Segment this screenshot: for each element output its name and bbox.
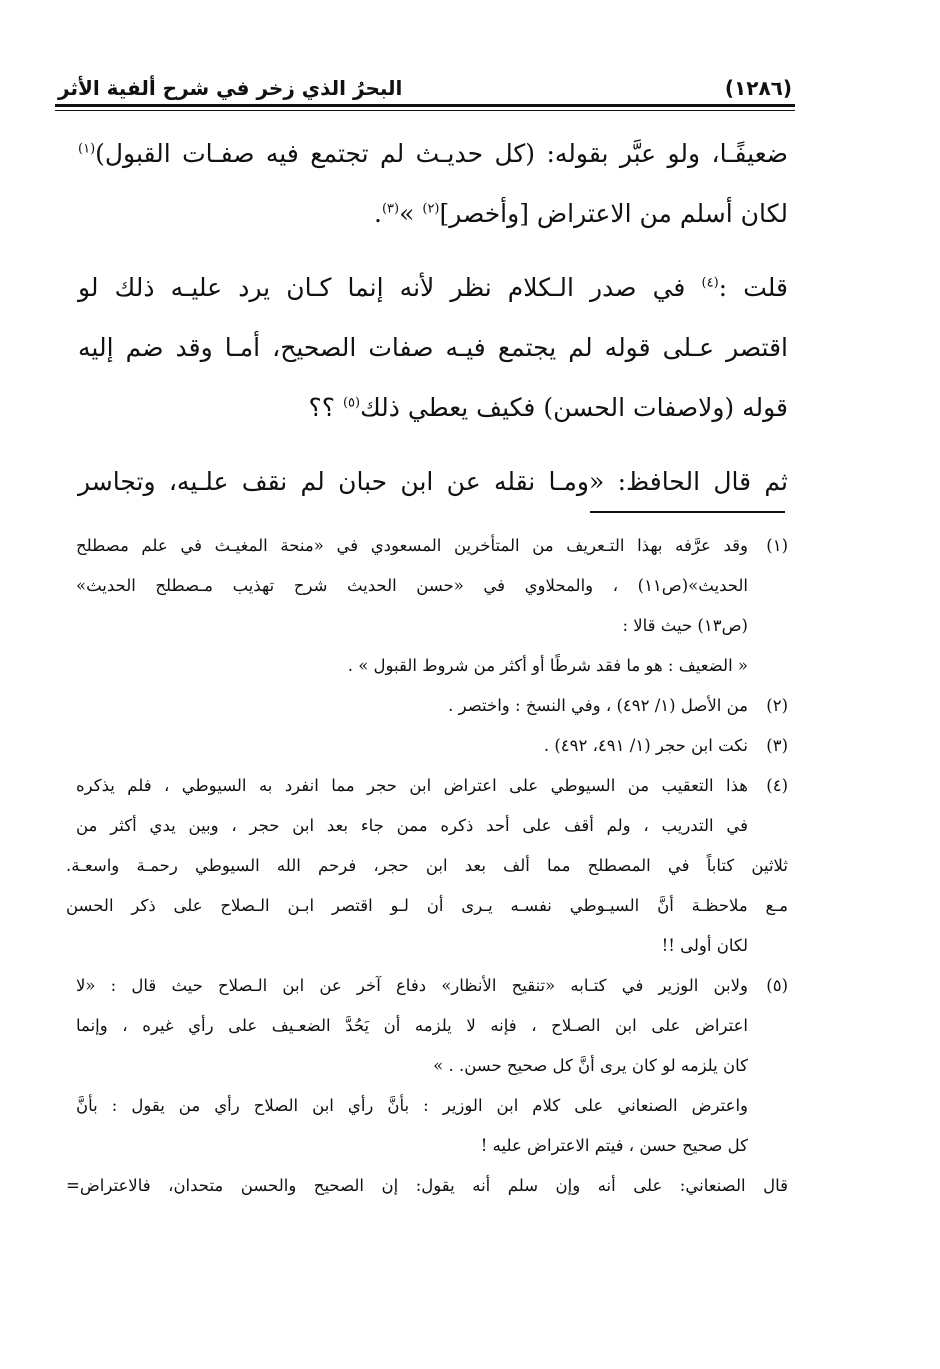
- footnote-line: كان يلزمه لو كان يرى أنَّ كل صحيح حسن. . »: [433, 1056, 748, 1075]
- footnote-line: قال الصنعاني: على أنه وإن سلم أنه يقول: إن الصحيح والحسن متحدان، فالاعتراض=: [66, 1176, 788, 1195]
- footnote-4-end: [76, 926, 788, 966]
- main-text: [78, 124, 788, 512]
- footnote-number: (٤): [766, 776, 788, 795]
- footnote-line: لكان أولى !!: [661, 936, 748, 955]
- footnote-1-quote: « الضعيف : هو ما فقد شرطًا أو أكثر من شروط القبول » .: [347, 656, 748, 675]
- footnote-line: ثلاثين كتاباً في المصطلح مما ألف بعد ابن حجر، فرحم الله السيوطي رحمـة واسعـة.: [66, 856, 788, 875]
- footnotes: [66, 526, 788, 1206]
- footnote-line: واعترض الصنعاني على كلام ابن الوزير : بأنَّ رأي ابن الصلاح رأي من يقول : بأنَّ: [76, 1096, 749, 1115]
- footnote-line: كل صحيح حسن ، فيتم الاعتراض عليه !: [480, 1136, 748, 1155]
- footnote-line: (ص١٣) حيث قالا :: [622, 616, 748, 635]
- footnote-5: [76, 966, 788, 1166]
- header-rule-thick: [55, 104, 795, 107]
- footnote-line: هذا التعقيب من السيوطي على اعتراض ابن حجر مما انفرد به السيوطي ، فلم يذكره: [76, 776, 748, 795]
- paragraph-2-line-2: اقتصر عـلى قوله لم يجتمع فيـه صفات الصحيح، أمـا وقد ضم إليه: [78, 333, 788, 362]
- footnote-ref-3: (٣): [381, 201, 400, 217]
- continuation-mark: =: [66, 1176, 80, 1195]
- footnote-number: (٣): [766, 736, 788, 755]
- running-title: البحرُ الذي زخر في شرح ألفية الأثر: [58, 76, 403, 100]
- footnote-line: من الأصل (١/ ٤٩٢) ، وفي النسخ : واختصر .: [448, 696, 748, 715]
- page-number: (١٢٨٦): [724, 76, 792, 100]
- footnote-ref-2: (٢): [422, 201, 440, 217]
- paragraph-1-line-1: ضعيفًـا، ولو عبَّر بقوله: (كل حديـث لم تجتمع فيه صفـات القبول)$^{(١)}$: [78, 139, 788, 168]
- footnote-3: [76, 726, 788, 766]
- footnote-line: في التدريب ، ولم أقف على أحد ذكره ممن جاء بعد ابن حجر ، وبين يدي أكثر من: [76, 816, 749, 835]
- paragraph-2-line-1: قلت :$^{(٤)}$ في صدر الـكلام نظر لأنه إنما كـان يرد عليـه ذلك لو: [78, 273, 788, 302]
- footnote-line: اعتراض على ابن الصـلاح ، فإنه لا يلزمه أن يَحُدَّ الضعـيف على رأي غيره ، وإنما: [76, 1016, 748, 1035]
- header-rule-thin: [55, 110, 795, 111]
- running-header: [58, 62, 792, 102]
- footnote-1: [76, 526, 788, 646]
- footnote-number: (٢): [766, 696, 788, 715]
- footnote-line: ولابن الوزير في كتـابه «تنقيح الأنظار» دفاع آخر عن ابن الـصلاح حيث قال : «لا: [76, 976, 748, 995]
- footnote-line: نكت ابن حجر (١/ ٤٩١، ٤٩٢) .: [543, 736, 748, 755]
- footnote-number: (١): [766, 536, 788, 555]
- paragraph-3-line-1: ثم قال الحافظ: «ومـا نقله عن ابن حبان لم نقف علـيه، وتجاسر: [78, 467, 788, 496]
- footnote-ref-1: (١): [78, 141, 96, 157]
- footnote-4-continuation: [76, 806, 788, 846]
- paragraph-2-line-3: قوله (ولاصفات الحسن) فكيف يعطي ذلك$^{(٥)}$ ؟؟: [308, 393, 788, 422]
- footnote-line: مـع ملاحظـة أنَّ السيـوطي نفسـه يـرى أن لـو اقتصر ابـن الـصلاح على ذكر الحسن: [66, 896, 788, 915]
- paragraph-1-line-2: لكان أسلم من الاعتراض [وأخصر]$^{(٢)}$ »$^{(٣)}$.: [374, 199, 788, 228]
- footnote-ref-4: (٤): [701, 275, 719, 291]
- footnote-line: وقد عرَّفه بهذا التـعريف من المتأخرين المسعودي في «منحة المغيـث في علم مصطلح: [76, 536, 748, 555]
- footnote-4: [76, 766, 788, 806]
- footnote-2: [76, 686, 788, 726]
- footnote-number: (٥): [766, 976, 788, 995]
- footnote-line: الحديث»(ص١١) ، والمحلاوي في «حسن الحديث شرح تهذيب مـصطلح الحديث»: [76, 576, 748, 595]
- footnote-separator: [590, 511, 785, 513]
- footnote-ref-5: (٥): [342, 395, 361, 411]
